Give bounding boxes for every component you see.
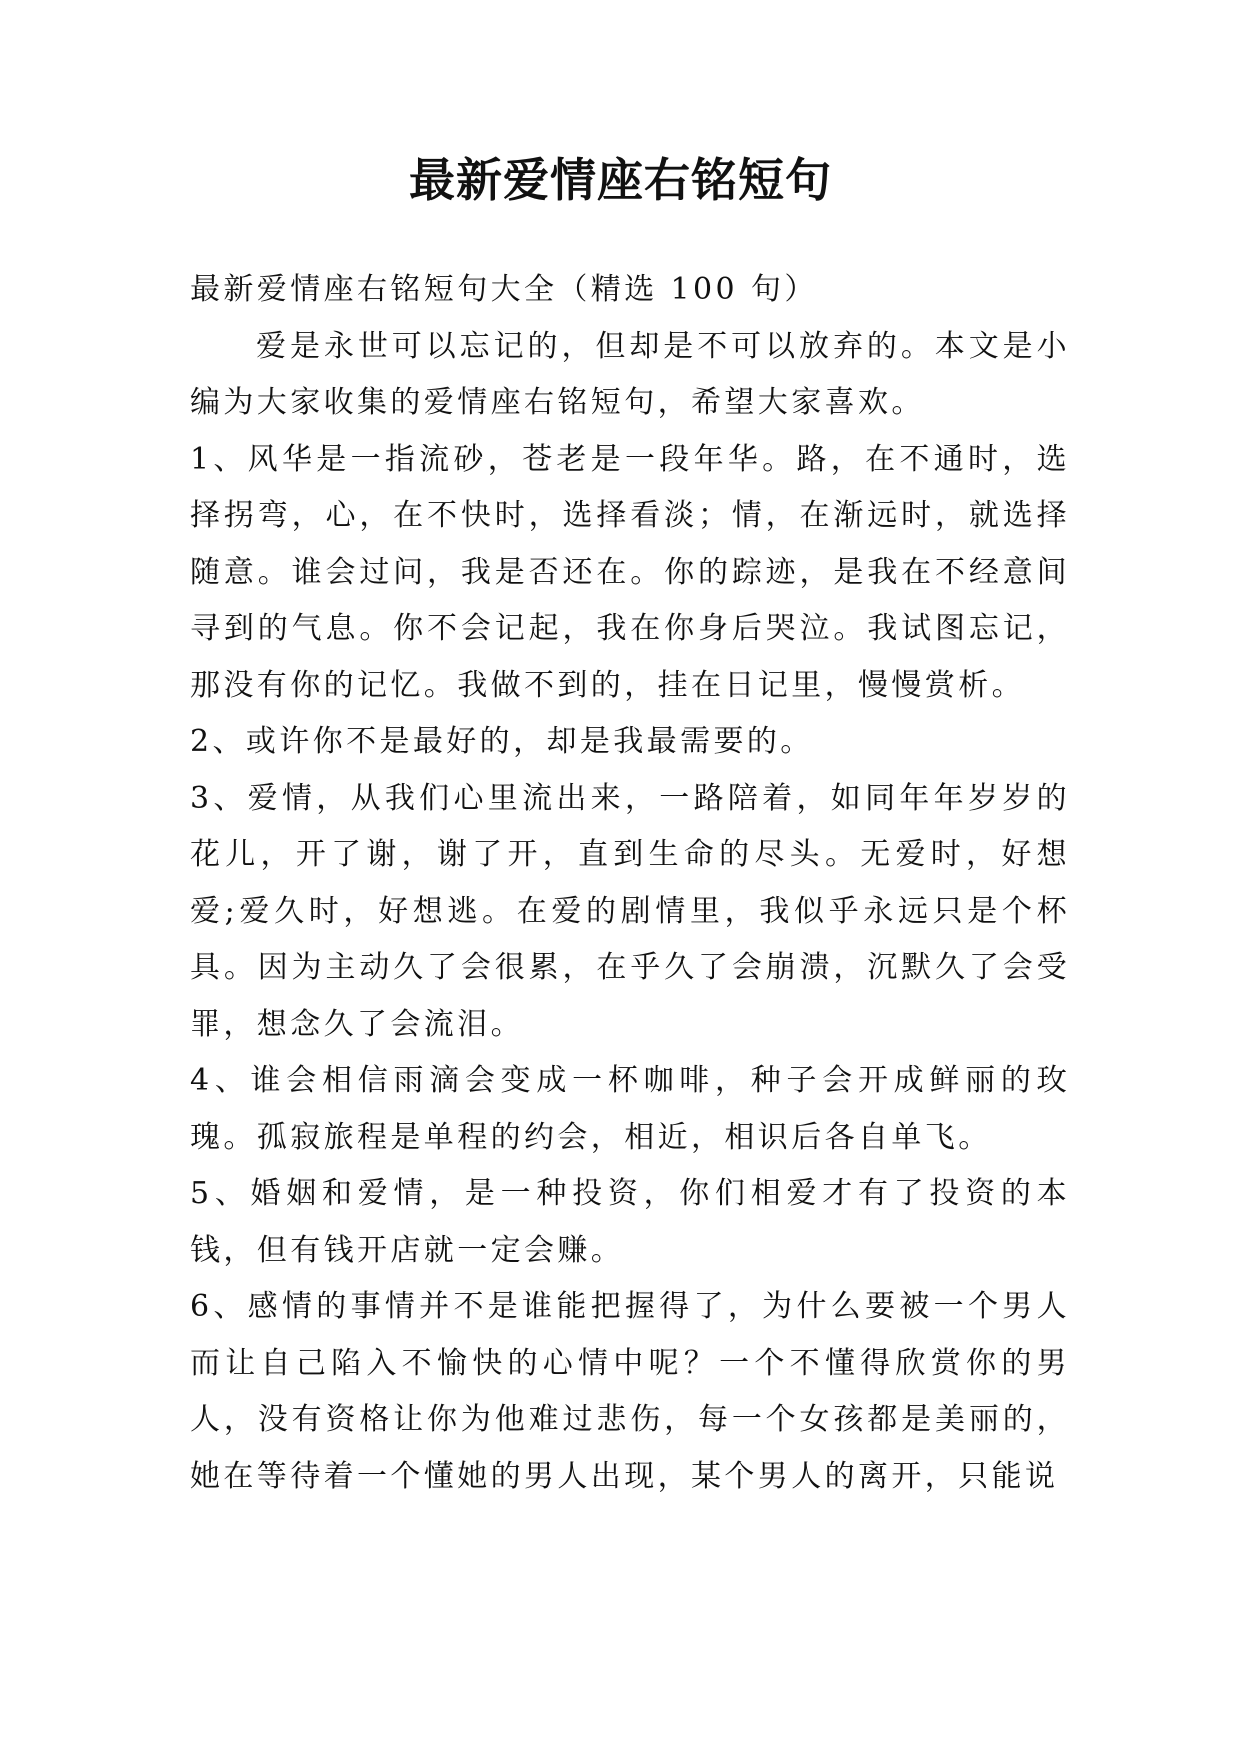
document-body [190,262,1070,1505]
document-title: 最新爱情座右铭短句 [409,153,832,207]
quote-item-2: 2、或许你不是最好的，却是我最需要的。 [190,724,814,759]
intro-paragraph: 爱是永世可以忘记的，但却是不可以放弃的。本文是小编为大家收集的爱情座右铭短句，希望大家喜欢。 [190,328,1070,420]
quote-item-3: 3、爱情，从我们心里流出来，一路陪着，如同年年岁岁的花儿，开了谢，谢了开，直到生命的尽头。无爱时，好想爱;爱久时，好想逃。在爱的剧情里，我似乎永远只是个杯具。因为主动久了会很累，在乎久了会崩溃，沉默久了会受罪，想念久了会流泪。 [190,780,1070,1042]
quote-item-6: 6、感情的事情并不是谁能把握得了，为什么要被一个男人而让自己陷入不愉快的心情中呢？一个不懂得欣赏你的男人，没有资格让你为他难过悲伤，每一个女孩都是美丽的，她在等待着一个懂她的男人出现，某个男人的离开，只能说 [190,1289,1070,1494]
quote-item-4: 4、谁会相信雨滴会变成一杯咖啡，种子会开成鲜丽的玫瑰。孤寂旅程是单程的约会，相近，相识后各自单飞。 [190,1063,1070,1155]
quote-item-1: 1、风华是一指流砂，苍老是一段年华。路，在不通时，选择拐弯，心，在不快时，选择看淡；情，在渐远时，就选择随意。谁会过问，我是否还在。你的踪迹，是我在不经意间寻到的气息。你不会记起，我在你身后哭泣。我试图忘记，那没有你的记忆。我做不到的，挂在日记里，慢慢赏析。 [190,441,1070,703]
document-subtitle: 最新爱情座右铭短句大全（精选 100 句） [190,272,818,307]
quote-item-5: 5、婚姻和爱情，是一种投资，你们相爱才有了投资的本钱，但有钱开店就一定会赚。 [190,1176,1070,1268]
